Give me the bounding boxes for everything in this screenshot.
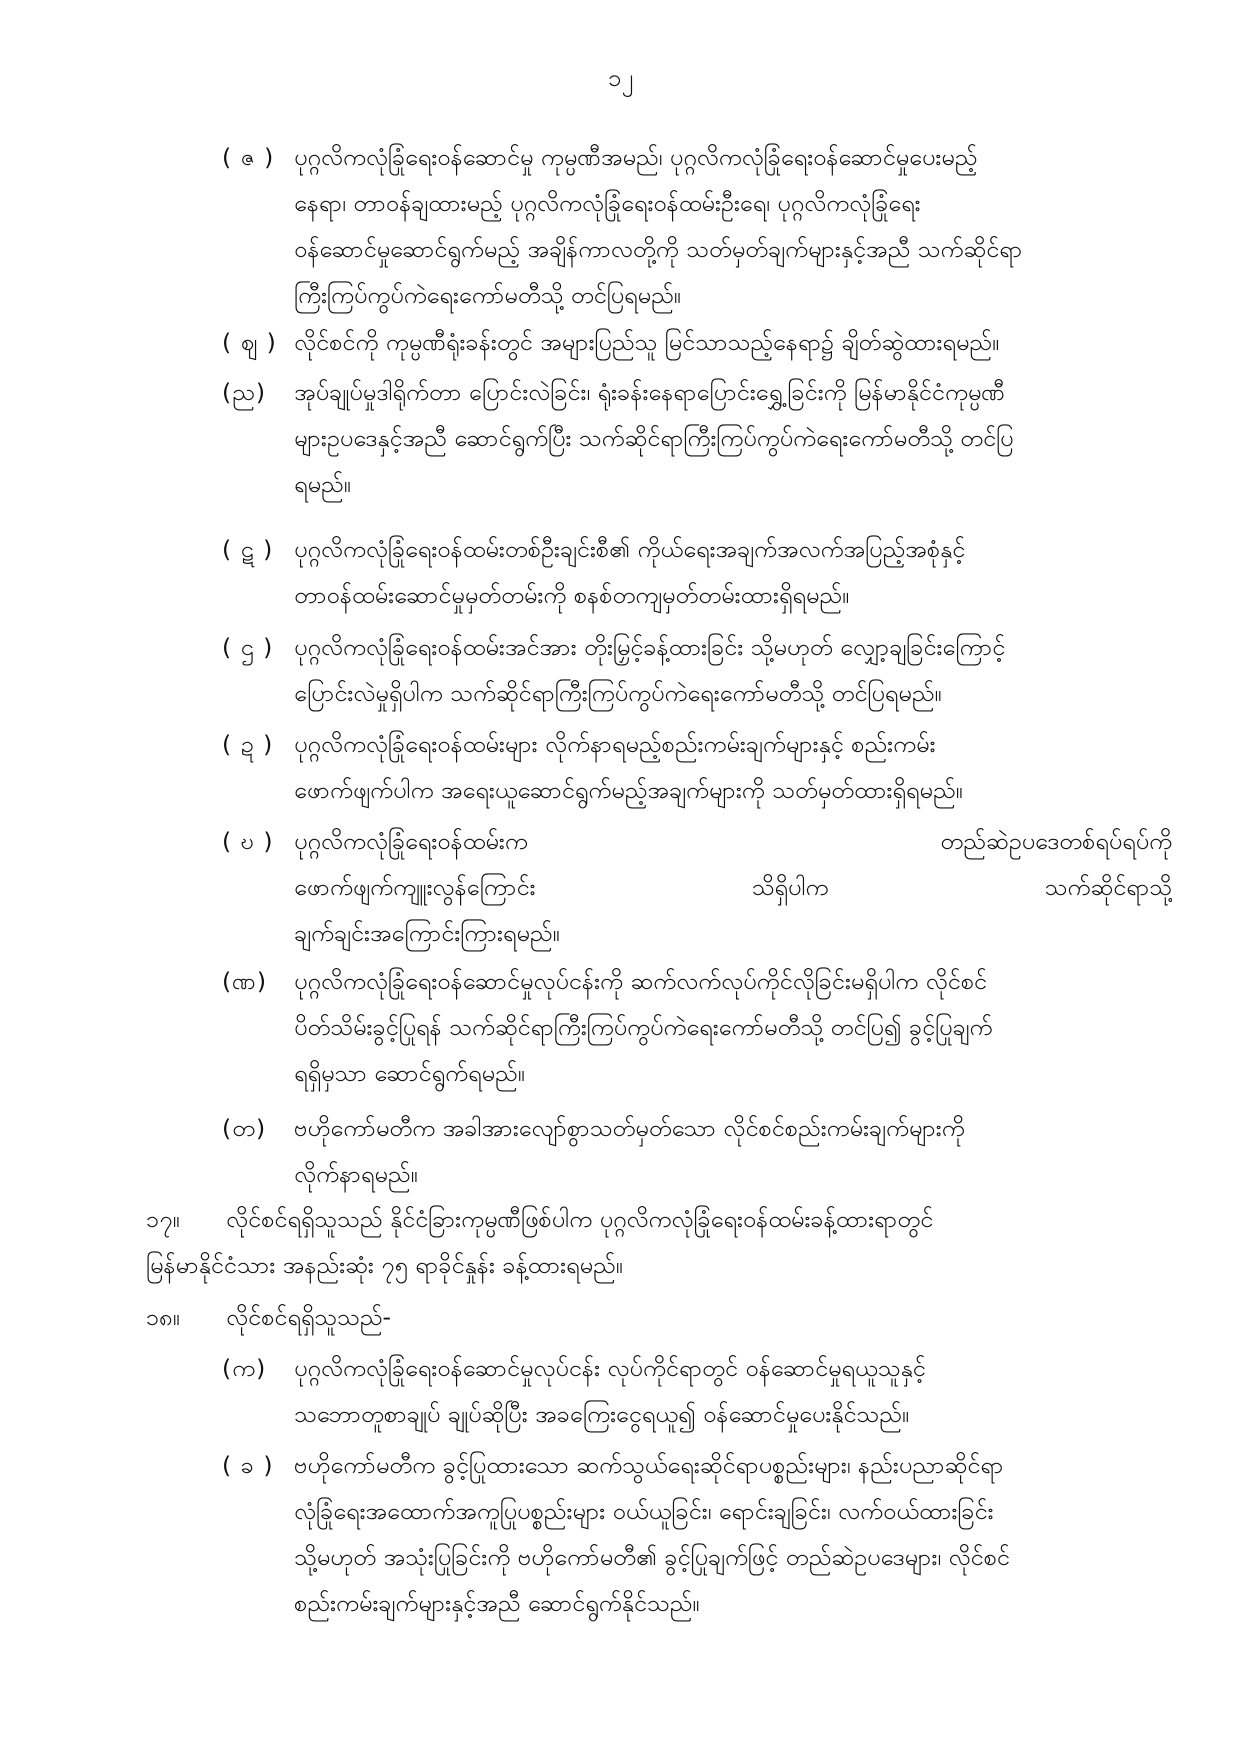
text-line: ဗဟိုကော်မတီက ခွင့်ပြုထားသော ဆက်သွယ်ရေးဆိုင်ရာပစ္စည်းများ၊ နည်းပညာဆိုင်ရာ (294, 1451, 1004, 1479)
text-line: သို့မဟုတ် အသုံးပြုခြင်းကို ဗဟိုကော်မတီ၏ ခွင့်ပြုချက်ဖြင့် တည်ဆဲဥပဒေများ၊ လိုင်စင် (294, 1543, 1010, 1571)
text-line: ပုဂ္ဂလိကလုံခြုံရေးဝန်ထမ်းအင်အား တိုးမြှင့်ခန့်ထားခြင်း သို့မဟုတ် လျှော့ချခြင်းကြောင့် (294, 633, 1006, 661)
text-word: သက်ဆိုင်ရာသို့ (1044, 873, 1172, 901)
text-line: ပြောင်းလဲမှုရှိပါက သက်ဆိုင်ရာကြီးကြပ်ကွပ်ကဲရေးကော်မတီသို့ တင်ပြရမည်။ (294, 679, 942, 707)
item-label: (တ) (222, 1114, 267, 1142)
item-body (294, 319, 1172, 365)
item-body (294, 721, 1172, 813)
item-body (294, 958, 1172, 1096)
text-word: သိရှိပါက (751, 873, 829, 901)
item-label: ( ဈ ) (222, 328, 277, 356)
text-line: သဘောတူစာချုပ် ချုပ်ဆိုပြီး အခကြေးငွေရယူ၍ ဝန်ဆောင်မှုပေးနိုင်သည်။ (294, 1400, 909, 1428)
text-line: ပုဂ္ဂလိကလုံခြုံရေးဝန်ဆောင်မှုလုပ်ငန်း လုပ်ကိုင်ရာတွင် ဝန်ဆောင်မှုရယူသူနှင့် (294, 1354, 926, 1382)
item-body (294, 624, 1172, 716)
text-line (146, 1294, 1176, 1340)
section-number: ၁၈။ (146, 1303, 180, 1331)
item-body (294, 818, 1172, 956)
text-word: ဖောက်ဖျက်ကျူးလွန်ကြောင်း (294, 873, 536, 901)
text-line: ကြီးကြပ်ကွပ်ကဲရေးကော်မတီသို့ တင်ပြရမည်။ (294, 281, 681, 309)
section-18 (146, 1294, 1176, 1340)
item-label: (ဏ) (222, 967, 268, 995)
text-line: ပုဂ္ဂလိကလုံခြုံရေးဝန်ထမ်းများ လိုက်နာရမည့်စည်းကမ်းချက်များနှင့် စည်းကမ်း (294, 730, 936, 758)
text-line (146, 1196, 1176, 1242)
section-intro: လိုင်စင်ရရှိသူသည်- (226, 1303, 391, 1331)
section-number: ၁၇။ (146, 1205, 180, 1233)
text-line: တာဝန်ထမ်းဆောင်မှုမှတ်တမ်းကို စနစ်တကျမှတ်တမ်းထားရှိရမည်။ (294, 581, 850, 609)
text-line: ပိတ်သိမ်းခွင့်ပြုရန် သက်ဆိုင်ရာကြီးကြပ်ကွပ်ကဲရေးကော်မတီသို့ တင်ပြ၍ ခွင့်ပြုချက် (294, 1013, 993, 1041)
page-number: ၁၂ (607, 64, 634, 92)
text-line: အုပ်ချုပ်မှုဒါရိုက်တာ ပြောင်းလဲခြင်း၊ ရုံးခန်းနေရာပြောင်းရွှေ့ခြင်းကို မြန်မာနိုင်ငံကုမ္ပဏီ (294, 378, 1005, 406)
item-body (294, 134, 1172, 318)
item-body (294, 1105, 1172, 1197)
text-line: ပုဂ္ဂလိကလုံခြုံရေးဝန်ဆောင်မှု ကုမ္ပဏီအမည်၊ ပုဂ္ဂလိကလုံခြုံရေးဝန်ဆောင်မှုပေးမည့် (294, 143, 978, 171)
section-text: လိုင်စင်ရရှိသူသည် နိုင်ငံခြားကုမ္ပဏီဖြစ်ပါက ပုဂ္ဂလိကလုံခြုံရေးဝန်ထမ်းခန့်ထားရာတွင် (226, 1205, 934, 1233)
item-label: ( ခ ) (222, 1451, 274, 1479)
text-line: ဝန်ဆောင်မှုဆောင်ရွက်မည့် အချိန်ကာလတို့ကို သတ်မှတ်ချက်များနှင့်အညီ သက်ဆိုင်ရာ (294, 235, 1023, 263)
item-label: ( ဍ ) (222, 730, 274, 758)
text-line: ဖောက်ဖျက်ပါက အရေးယူဆောင်ရွက်မည့်အချက်များကို သတ်မှတ်ထားရှိရမည်။ (294, 776, 963, 804)
text-line: လိုက်နာရမည်။ (294, 1160, 418, 1188)
text-line: များဥပဒေနှင့်အညီ ဆောင်ရွက်ပြီး သက်ဆိုင်ရာကြီးကြပ်ကွပ်ကဲရေးကော်မတီသို့ တင်ပြ (294, 424, 1014, 452)
section-17 (146, 1196, 1176, 1288)
text-word: ပုဂ္ဂလိကလုံခြုံရေးဝန်ထမ်းက (294, 827, 528, 855)
text-line (294, 864, 1172, 910)
text-line: ချက်ချင်းအကြောင်းကြားရမည်။ (294, 919, 560, 947)
item-label: (ည) (222, 378, 267, 406)
item-body (294, 1345, 1172, 1437)
text-line (294, 818, 1172, 864)
text-line: ရရှိမှသာ ဆောင်ရွက်ရမည်။ (294, 1059, 525, 1087)
item-label: ( ဎ ) (222, 827, 274, 855)
item-label: ( ဇ ) (222, 143, 275, 171)
item-label: ( ဋ ) (222, 535, 274, 563)
text-line: လုံခြုံရေးအထောက်အကူပြုပစ္စည်းများ ဝယ်ယူခြင်း၊ ရောင်းချခြင်း၊ လက်ဝယ်ထားခြင်း (294, 1497, 994, 1525)
text-line: လိုင်စင်ကို ကုမ္ပဏီရုံးခန်းတွင် အများပြည်သူ မြင်သာသည့်နေရာ၌ ချိတ်ဆွဲထားရမည်။ (294, 328, 1000, 356)
item-body (294, 369, 1172, 507)
text-line: နေရာ၊ တာဝန်ချထားမည့် ပုဂ္ဂလိကလုံခြုံရေးဝန်ထမ်းဦးရေ၊ ပုဂ္ဂလိကလုံခြုံရေး (294, 189, 921, 217)
text-word: တည်ဆဲဥပဒေတစ်ရပ်ရပ်ကို (940, 827, 1172, 855)
text-line: ရမည်။ (294, 470, 351, 498)
text-line: ဗဟိုကော်မတီက အခါအားလျော်စွာသတ်မှတ်သော လိုင်စင်စည်းကမ်းချက်များကို (294, 1114, 965, 1142)
text-line: ပုဂ္ဂလိကလုံခြုံရေးဝန်ထမ်းတစ်ဦးချင်းစီ၏ ကိုယ်ရေးအချက်အလက်အပြည့်အစုံနှင့် (294, 535, 966, 563)
item-label: ( ဌ ) (222, 633, 274, 661)
text-line: စည်းကမ်းချက်များနှင့်အညီ ဆောင်ရွက်နိုင်သည်။ (294, 1589, 700, 1617)
item-body (294, 526, 1172, 618)
text-line: မြန်မာနိုင်ငံသား အနည်းဆုံး ၇၅ ရာခိုင်နှုန်း ခန့်ထားရမည်။ (146, 1251, 623, 1279)
item-body (294, 1442, 1172, 1626)
text-line: ပုဂ္ဂလိကလုံခြုံရေးဝန်ဆောင်မှုလုပ်ငန်းကို ဆက်လက်လုပ်ကိုင်လိုခြင်းမရှိပါက လိုင်စင် (294, 967, 987, 995)
item-label: (က) (222, 1354, 267, 1382)
